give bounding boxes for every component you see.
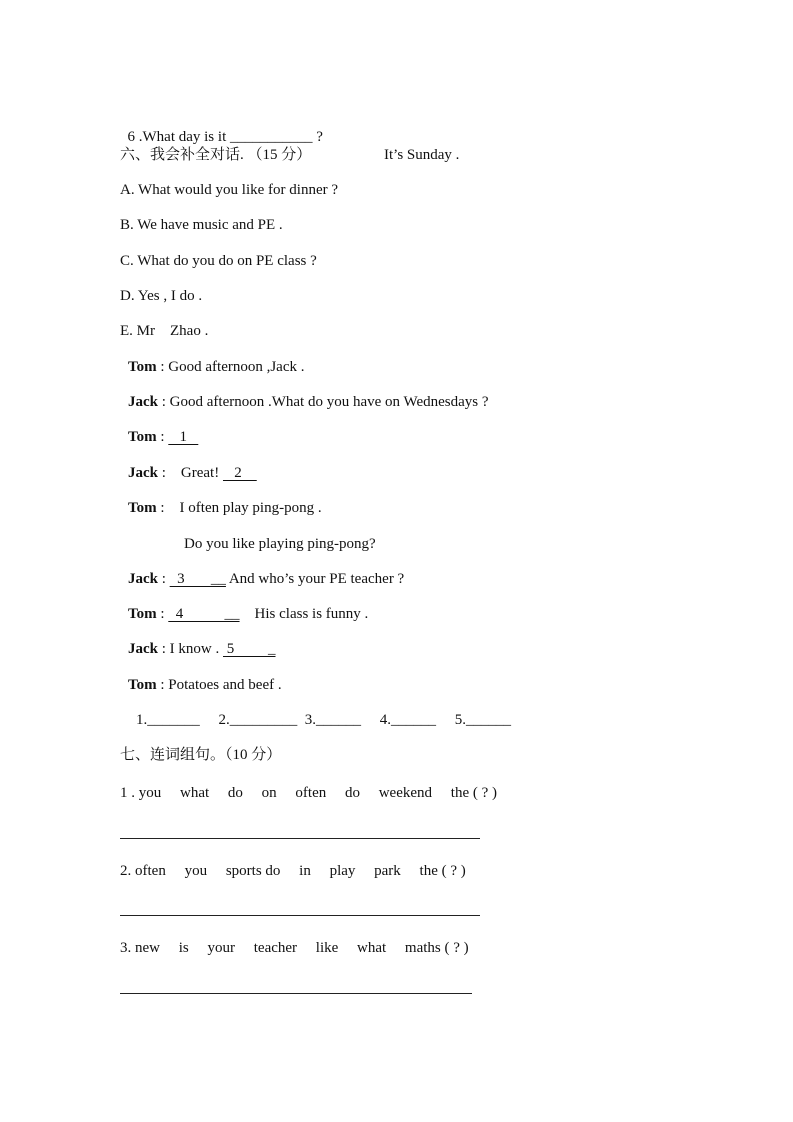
- speaker-name: Jack: [128, 641, 158, 657]
- dialogue-text: : Good afternoon ,Jack .: [156, 359, 305, 375]
- dialogue-line-2: [128, 393, 489, 411]
- speaker-name: Jack: [128, 571, 158, 587]
- option-c: C. What do you do on PE class ?: [120, 253, 317, 269]
- dialogue-line-6: Do you like playing ping-pong?: [184, 536, 376, 552]
- answer-blanks-row: 1._______ 2._________ 3.______ 4.______ 5.______: [136, 712, 511, 728]
- dialogue-sep: : Great!: [158, 465, 223, 481]
- word-order-question-2: 2. often you sports do in play park the ( ? ): [120, 863, 466, 879]
- dialogue-sep: :: [156, 606, 169, 622]
- dialogue-text: And who’s your PE teacher ?: [225, 571, 405, 587]
- word-order-question-1: 1 . you what do on often do weekend the ( ? ): [120, 785, 498, 801]
- dialogue-line-10: [128, 676, 282, 694]
- dialogue-line-1: [128, 358, 305, 376]
- dialogue-text: : I often play ping-pong .: [156, 500, 322, 516]
- section-7-title: 七、连词组句。（10 分）: [120, 747, 282, 763]
- option-d: D. Yes , I do .: [120, 288, 203, 304]
- speaker-name: Tom: [128, 500, 157, 516]
- answer-line-2: [120, 915, 480, 916]
- dialogue-text: His class is funny .: [239, 606, 369, 622]
- question-6-prompt: 6 .What day is it ___________ ?: [127, 129, 323, 145]
- answer-blank-2: 2: [222, 465, 257, 481]
- answer-blank-4: 4 __: [168, 606, 240, 622]
- dialogue-text: : Potatoes and beef .: [156, 677, 282, 693]
- speaker-name: Tom: [128, 677, 157, 693]
- answer-line-1: [120, 838, 480, 839]
- section-6-title: 六、我会补全对话. （15 分）: [120, 147, 312, 163]
- speaker-name: Jack: [128, 394, 158, 410]
- option-b: B. We have music and PE .: [120, 217, 283, 233]
- speaker-name: Tom: [128, 429, 157, 445]
- speaker-name: Jack: [128, 465, 158, 481]
- dialogue-sep: : I know .: [158, 641, 223, 657]
- dialogue-line-8: [128, 605, 368, 623]
- dialogue-sep: :: [158, 571, 170, 587]
- dialogue-line-3: [128, 428, 198, 446]
- dialogue-line-5: [128, 499, 322, 517]
- speaker-name: Tom: [128, 359, 157, 375]
- answer-line-3: [120, 993, 472, 994]
- question-6-answer: It’s Sunday .: [384, 147, 460, 163]
- answer-blank-5: 5 _: [223, 641, 276, 657]
- dialogue-sep: :: [156, 429, 169, 445]
- dialogue-line-9: [128, 640, 276, 658]
- word-order-question-3: 3. new is your teacher like what maths ( ? ): [120, 940, 469, 956]
- answer-blank-1: 1: [168, 429, 199, 445]
- answer-blank-3: 3 __: [169, 571, 226, 587]
- dialogue-line-4: [128, 464, 257, 482]
- speaker-name: Tom: [128, 606, 157, 622]
- dialogue-text: : Good afternoon .What do you have on Wednesdays ?: [158, 394, 489, 410]
- option-e: E. Mr Zhao .: [120, 323, 209, 339]
- option-a: A. What would you like for dinner ?: [120, 182, 339, 198]
- dialogue-line-7: [128, 570, 404, 588]
